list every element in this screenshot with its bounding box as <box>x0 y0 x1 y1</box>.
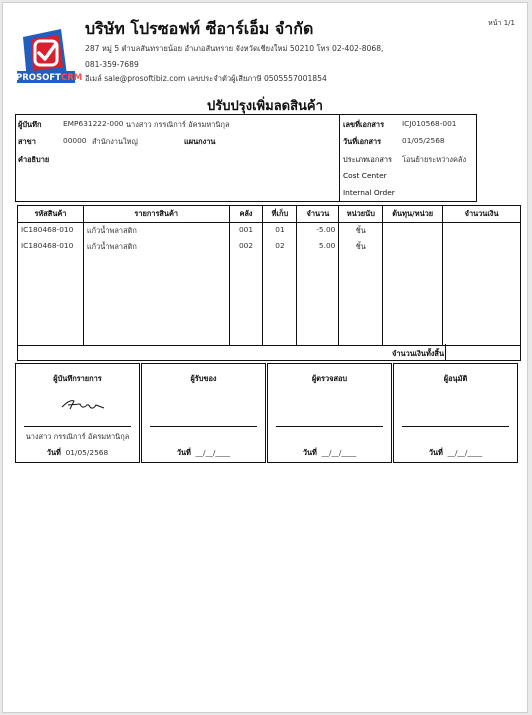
date-value: __/__/____ <box>321 448 357 457</box>
doc-no-value: ICJ010568-001 <box>402 119 457 128</box>
total-divider <box>445 344 446 360</box>
date-label: วันที่ <box>302 448 317 457</box>
cell-location: 01 <box>263 223 297 240</box>
table-header-row <box>18 206 521 223</box>
recorder-code: EMP631222-000 <box>63 119 124 128</box>
company-address: 287 หมู่ 5 ตำบลสันทรายน้อย อำเภอสันทราย จังหวัดเชียงใหม่ 50210 โทร 02-402-8068, 081-359-7689 <box>85 44 384 69</box>
date-label: วันที่ <box>46 448 61 457</box>
signature-line <box>276 426 383 427</box>
signer-name: นางสาว กรรณิการ์ อัครมหานิกุล <box>25 432 130 441</box>
internal-order-label: Internal Order <box>343 188 395 197</box>
cell-amount <box>443 223 521 240</box>
cell-unit: ชิ้น <box>339 223 383 240</box>
handwritten-signature-icon <box>60 395 106 415</box>
company-name: บริษัท โปรซอฟท์ ซีอาร์เอ็ม จำกัด <box>85 19 314 38</box>
signature-title: ผู้ตรวจสอบ <box>311 374 348 383</box>
date-value: __/__/____ <box>447 448 483 457</box>
signature-line <box>24 426 131 427</box>
signature-date <box>142 447 265 459</box>
document-page <box>2 2 528 713</box>
cell-product-code: IC180468-010 <box>18 239 84 255</box>
signature-box-approver <box>393 363 518 463</box>
branch-name: สำนักงานใหญ่ <box>92 137 138 146</box>
department-label: แผนกงาน <box>184 137 216 146</box>
col-quantity: จำนวน <box>297 206 339 223</box>
date-label: วันที่ <box>428 448 443 457</box>
signature-title: ผู้รับของ <box>190 374 217 383</box>
cell-warehouse: 001 <box>229 223 263 240</box>
total-row <box>17 344 521 361</box>
cell-location: 02 <box>263 239 297 255</box>
signature-line <box>402 426 509 427</box>
cell-product-name: แก้วน้ำพลาสติก <box>83 223 229 240</box>
cell-warehouse: 002 <box>229 239 263 255</box>
date-label: วันที่ <box>176 448 191 457</box>
cell-quantity: 5.00 <box>297 239 339 255</box>
date-value: __/__/____ <box>195 448 231 457</box>
doc-date-value: 01/05/2568 <box>402 136 445 145</box>
table-row <box>18 223 521 240</box>
items-table <box>17 205 521 346</box>
cost-center-label: Cost Center <box>343 171 387 180</box>
doc-type-label: ประเภทเอกสาร <box>343 155 392 164</box>
doc-no-label: เลขที่เอกสาร <box>343 120 385 129</box>
logo-wordmark <box>16 73 82 83</box>
cell-unit-cost <box>383 239 443 255</box>
table-filler-row <box>18 255 521 345</box>
total-label: จำนวนเงินทั้งสิ้น <box>392 349 444 358</box>
branch-label: สาขา <box>18 137 36 146</box>
description-label: คำอธิบาย <box>18 155 50 164</box>
col-amount: จำนวนเงิน <box>443 206 521 223</box>
signature-box-receiver <box>141 363 266 463</box>
signature-box-inspector <box>267 363 392 463</box>
doc-date-label: วันที่เอกสาร <box>343 137 382 146</box>
recorder-name: นางสาว กรรณิการ์ อัครมหานิกุล <box>126 120 230 129</box>
cell-unit: ชิ้น <box>339 239 383 255</box>
page-number: หน้า 1/1 <box>488 19 515 27</box>
cell-product-name: แก้วน้ำพลาสติก <box>83 239 229 255</box>
branch-code: 00000 <box>63 136 87 145</box>
recorder-label: ผู้บันทึก <box>18 120 42 129</box>
doc-type-value: โอนย้ายระหว่างคลัง <box>402 155 467 164</box>
signature-box-recorder <box>15 363 140 463</box>
date-value: 01/05/2568 <box>65 448 109 457</box>
cell-quantity: -5.00 <box>297 223 339 240</box>
cell-amount <box>443 239 521 255</box>
cell-product-code: IC180468-010 <box>18 223 84 240</box>
col-product-name: รายการสินค้า <box>83 206 229 223</box>
signature-date <box>394 447 517 459</box>
signature-date <box>16 447 139 459</box>
signature-title: ผู้อนุมัติ <box>443 374 468 383</box>
logo-crm-text: CRM <box>60 73 83 83</box>
document-title: ปรับปรุงเพิ่มลดสินค้า <box>207 99 323 114</box>
col-unit: หน่วยนับ <box>339 206 383 223</box>
company-email: อีเมล์ sale@prosoftibiz.com เลขประจำตัวผู้เสียภาษี 0505557001854 <box>85 74 327 83</box>
col-unit-cost: ต้นทุน/หน่วย <box>383 206 443 223</box>
table-row <box>18 239 521 255</box>
col-warehouse: คลัง <box>229 206 263 223</box>
signature-date <box>268 447 391 459</box>
logo-prosoft-text: PROSOFT <box>16 73 61 83</box>
signature-title: ผู้บันทึกรายการ <box>53 374 102 383</box>
col-product-code: รหัสสินค้า <box>18 206 84 223</box>
header-right-box <box>339 114 477 202</box>
cell-unit-cost <box>383 223 443 240</box>
signature-line <box>150 426 257 427</box>
header-left-box <box>15 114 340 202</box>
col-location: ที่เก็บ <box>263 206 297 223</box>
